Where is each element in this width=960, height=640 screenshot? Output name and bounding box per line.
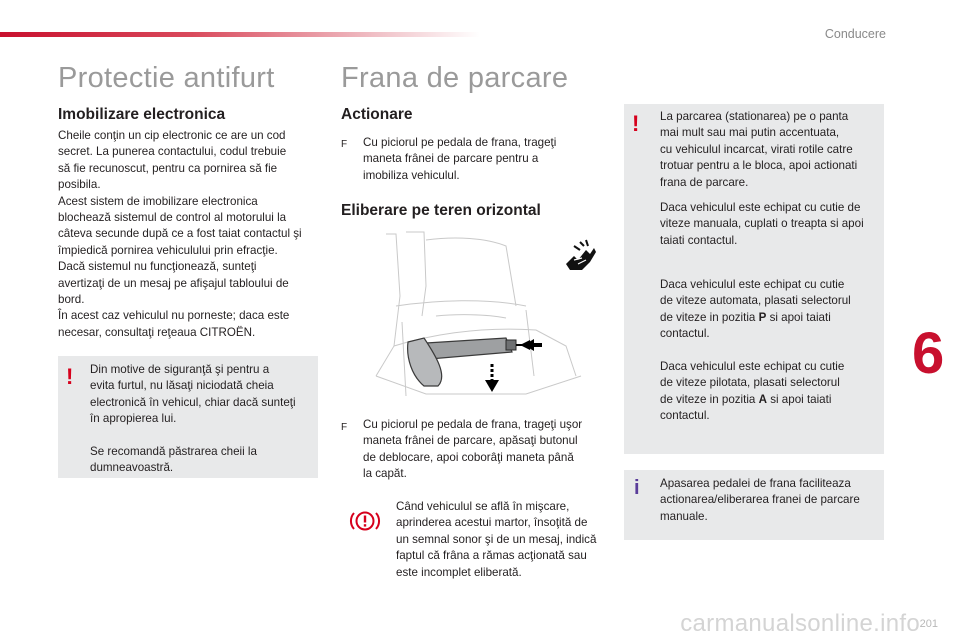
warning-line: de viteze automata, plasati selectorul xyxy=(660,294,851,308)
paragraph-line: să fie recunoscut, pentru ca pornirea să fie xyxy=(58,161,278,175)
subsection-title-immobiliser: Imobilizare electronica xyxy=(58,106,226,123)
alert-line: aprinderea acestui martor, însoţită de xyxy=(396,516,588,530)
paragraph-line: Cheile conţin un cip electronic ce are un cod xyxy=(58,129,286,142)
apply-instruction xyxy=(363,135,603,184)
warning-line: evita furtul, nu lăsaţi niciodată cheia xyxy=(90,379,274,393)
paragraph-line: secret. La punerea contactului, codul trebuie xyxy=(58,145,287,159)
info-line: Apasarea pedalei de frana faciliteaza xyxy=(660,477,851,490)
exclamation-warning-icon: ! xyxy=(632,111,640,136)
watermark: carmanualsonline.info xyxy=(680,610,920,637)
warning-line xyxy=(660,392,882,408)
exclamation-warning-icon: ! xyxy=(66,364,74,389)
warning-line: contactul. xyxy=(660,409,710,423)
warning-line: trotuar pentru a le bloca, apoi actionati xyxy=(660,159,858,173)
pedal-info-text xyxy=(660,476,882,525)
paragraph-line: împiedică pornirea vehiculului prin efracţie. xyxy=(58,243,278,257)
warning-line: Daca vehiculul este echipat cu cutie xyxy=(660,360,845,373)
subsection-title-apply: Actionare xyxy=(341,106,413,123)
warning-line: contactul. xyxy=(660,327,710,341)
text-span: si apoi taiati xyxy=(766,392,832,406)
text-span: de viteze in pozitia xyxy=(660,310,759,324)
warning-line: dumneavoastră. xyxy=(90,461,174,475)
text-span: si apoi taiati xyxy=(766,310,831,324)
alert-line: faptul că frâna a rămas acţionată sau xyxy=(396,549,587,563)
paragraph-line: necesar, consultaţi reţeaua CITROËN. xyxy=(58,325,256,339)
warning-line: taiati contactul. xyxy=(660,233,738,247)
slope-parking-text xyxy=(660,109,882,191)
bullet-icon: F xyxy=(341,139,348,150)
section-title-antitheft: Protectie antifurt xyxy=(58,62,275,94)
instruction-line: Cu piciorul pe pedala de frana, trageţi xyxy=(363,136,557,149)
header-accent-bar xyxy=(0,32,480,37)
paragraph-line: câteva secunde după ce a fost taiat contactul şi xyxy=(58,227,302,241)
gear-position-a: A xyxy=(758,392,767,406)
gear-position-p: P xyxy=(758,310,767,324)
instruction-line: Cu piciorul pe pedala de frana, trageţi uşor xyxy=(363,418,583,431)
instruction-line: maneta frânei de parcare pentru a xyxy=(363,152,539,166)
instruction-line: la capăt. xyxy=(363,467,407,481)
alert-line: Când vehiculul se află în mişcare, xyxy=(396,500,570,513)
chapter-tab xyxy=(908,318,960,394)
paragraph-line: Acest sistem de imobilizare electronica xyxy=(58,194,258,208)
paragraph-line: avertizaţi de un mesaj pe afişajul tabloului de xyxy=(58,276,289,290)
instruction-line: de deblocare, apoi coborâţi maneta până xyxy=(363,450,574,464)
paragraph-line: posibila. xyxy=(58,178,101,192)
warning-line: cu vehiculul incarcat, virati rotile catre xyxy=(660,142,853,156)
text-span: de viteze in pozitia xyxy=(660,392,759,406)
paragraph-line: bord. xyxy=(58,293,85,307)
instruction-line: imobiliza vehiculul. xyxy=(363,168,460,182)
bullet-icon: F xyxy=(341,422,348,433)
paragraph-line: În acest caz vehiculul nu porneste; daca este xyxy=(58,309,290,323)
automatic-gearbox-text xyxy=(660,277,882,343)
warning-line: Din motive de siguranţă şi pentru a xyxy=(90,363,270,376)
alert-line: un semnal sonor şi de un mesaj, indică xyxy=(396,532,597,546)
manual-gearbox-text xyxy=(660,200,882,249)
spacer xyxy=(90,428,314,444)
brake-alert-text xyxy=(396,499,608,581)
warning-line: frana de parcare. xyxy=(660,175,749,189)
info-line: actionarea/eliberarea franei de parcare xyxy=(660,493,860,507)
hand-release-icon xyxy=(560,238,598,274)
warning-line: Daca vehiculul este echipat cu cutie xyxy=(660,278,845,291)
subsection-title-release: Eliberare pe teren orizontal xyxy=(341,202,541,219)
chapter-number: 6 xyxy=(912,321,945,386)
immobiliser-paragraph xyxy=(58,128,320,341)
section-title-parking-brake: Frana de parcare xyxy=(341,62,569,94)
warning-line: în apropierea lui. xyxy=(90,412,177,426)
info-line: manuale. xyxy=(660,509,708,523)
chapter-title: Conducere xyxy=(824,27,886,41)
brake-warning-lamp-icon xyxy=(348,508,382,534)
release-instruction xyxy=(363,417,603,483)
warning-line: Se recomandă păstrarea cheii la xyxy=(90,444,257,458)
alert-line: este incomplet eliberată. xyxy=(396,565,522,579)
warning-line: La parcarea (stationarea) pe o panta xyxy=(660,110,849,123)
warning-line: mai mult sau mai putin accentuata, xyxy=(660,126,840,140)
paragraph-line: Dacă sistemul nu funcţionează, sunteţi xyxy=(58,260,257,274)
warning-line: viteze manuala, cuplati o treapta si apoi xyxy=(660,217,864,231)
instruction-line: maneta frânei de parcare, apăsaţi butonul xyxy=(363,434,578,448)
warning-line: de viteze pilotata, plasati selectorul xyxy=(660,376,840,390)
warning-line: Daca vehiculul este echipat cu cutie de xyxy=(660,201,861,214)
warning-line: electronică în vehicul, chiar dacă sunteţi xyxy=(90,395,296,409)
key-warning-text xyxy=(90,362,314,476)
warning-line xyxy=(660,310,882,326)
pilot-gearbox-text xyxy=(660,359,882,425)
info-icon: i xyxy=(634,477,640,499)
page-number: 201 xyxy=(919,618,938,630)
paragraph-line: blochează sistemul de control al motorului la xyxy=(58,211,287,225)
